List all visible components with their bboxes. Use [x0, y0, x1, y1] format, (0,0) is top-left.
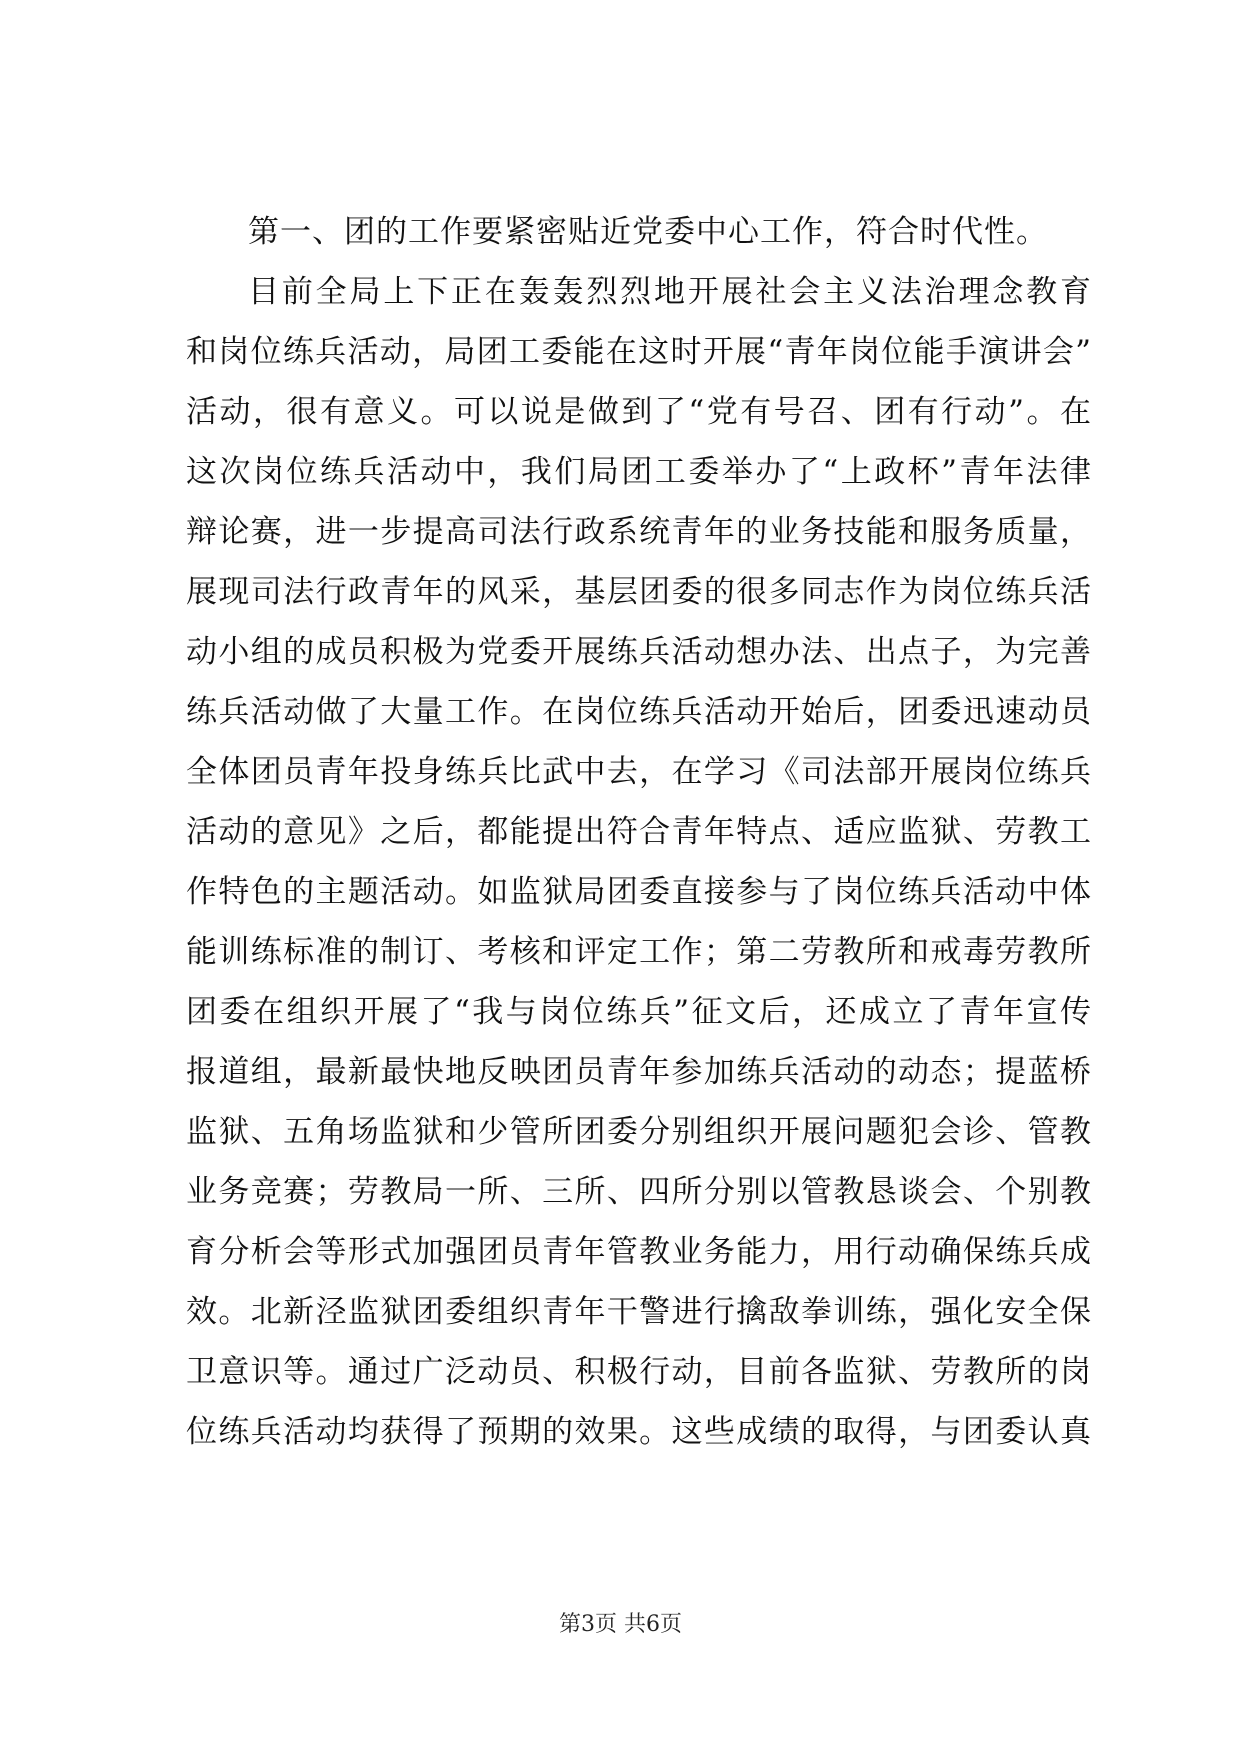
- paragraph-line: 和岗位练兵活动，局团工委能在这时开展“青年岗位能手演讲会”: [186, 334, 1091, 370]
- paragraph-line: 能训练标准的制订、考核和评定工作；第二劳教所和戒毒劳教所: [186, 934, 1091, 970]
- page-footer: 第3页 共6页: [559, 1612, 682, 1637]
- paragraph-line: 位练兵活动均获得了预期的效果。这些成绩的取得，与团委认真: [186, 1414, 1091, 1450]
- paragraph-line: 活动的意见》之后，都能提出符合青年特点、适应监狱、劳教工: [186, 814, 1091, 850]
- paragraph-line: 展现司法行政青年的风采，基层团委的很多同志作为岗位练兵活: [186, 574, 1091, 610]
- paragraph-line: 团委在组织开展了“我与岗位练兵”征文后，还成立了青年宣传: [186, 994, 1091, 1030]
- paragraph-line: 作特色的主题活动。如监狱局团委直接参与了岗位练兵活动中体: [186, 874, 1091, 910]
- paragraph-line: 报道组，最新最快地反映团员青年参加练兵活动的动态；提蓝桥: [186, 1054, 1091, 1090]
- paragraph-line: 动小组的成员积极为党委开展练兵活动想办法、出点子，为完善: [186, 634, 1091, 670]
- paragraph-line: 辩论赛，进一步提高司法行政系统青年的业务技能和服务质量，: [186, 514, 1091, 550]
- paragraph-line: 练兵活动做了大量工作。在岗位练兵活动开始后，团委迅速动员: [186, 694, 1091, 730]
- paragraph-line: 育分析会等形式加强团员青年管教业务能力，用行动确保练兵成: [186, 1234, 1091, 1270]
- section-heading: 第一、团的工作要紧密贴近党委中心工作，符合时代性。: [248, 214, 1048, 250]
- paragraph-line: 业务竞赛；劳教局一所、三所、四所分别以管教恳谈会、个别教: [186, 1174, 1091, 1210]
- paragraph-line: 活动，很有意义。可以说是做到了“党有号召、团有行动”。在: [186, 394, 1091, 430]
- paragraph-line: 卫意识等。通过广泛动员、积极行动，目前各监狱、劳教所的岗: [186, 1354, 1091, 1390]
- paragraph-line: 监狱、五角场监狱和少管所团委分别组织开展问题犯会诊、管教: [186, 1114, 1091, 1150]
- paragraph-line: 这次岗位练兵活动中，我们局团工委举办了“上政杯”青年法律: [186, 454, 1091, 490]
- paragraph-line: 目前全局上下正在轰轰烈烈地开展社会主义法治理念教育: [248, 274, 1091, 310]
- paragraph-line: 效。北新泾监狱团委组织青年干警进行擒敌拳训练，强化安全保: [186, 1294, 1091, 1330]
- paragraph-line: 全体团员青年投身练兵比武中去，在学习《司法部开展岗位练兵: [186, 754, 1091, 790]
